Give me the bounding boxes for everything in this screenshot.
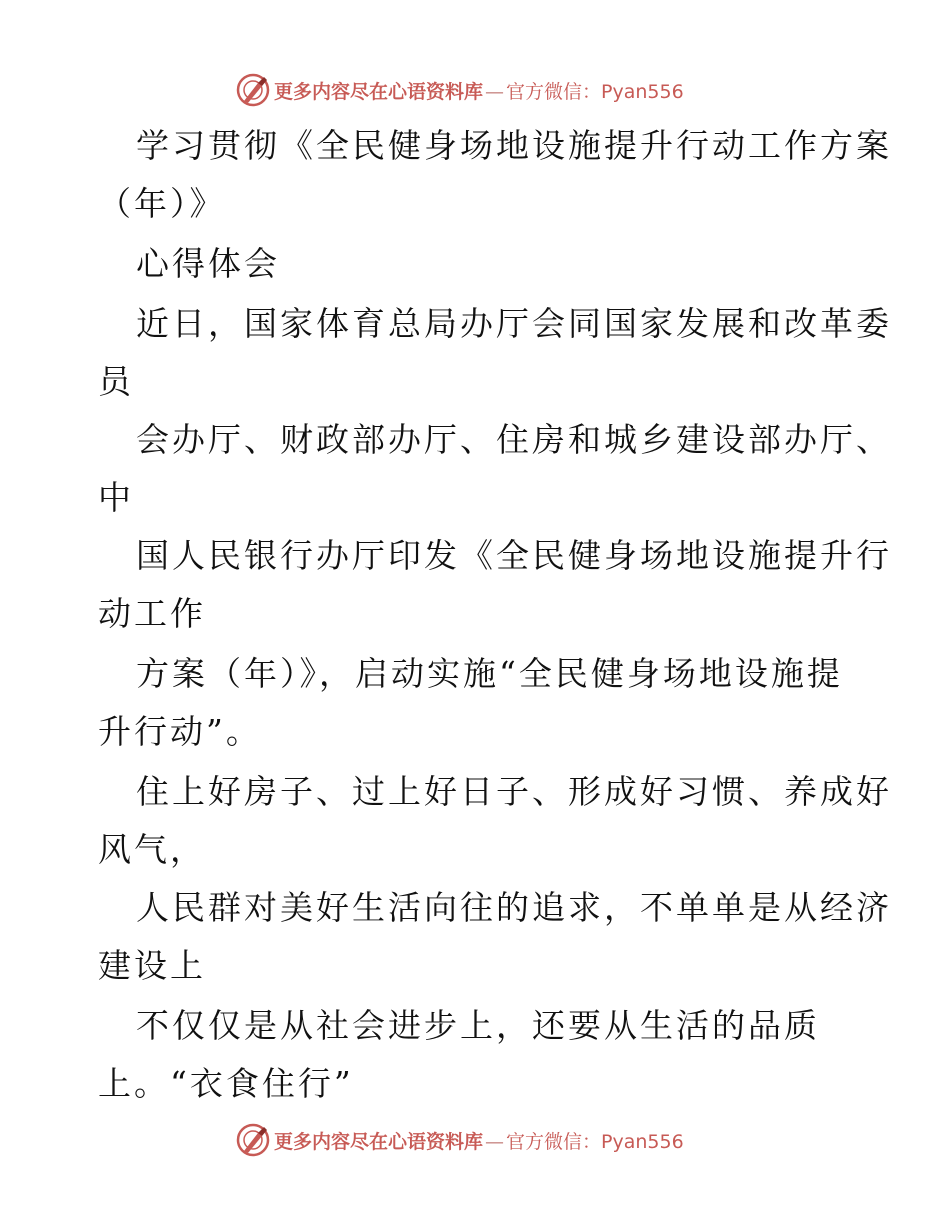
paragraph-line: 风气，	[98, 830, 206, 869]
paragraph-line: 方案（年）》，启动实施“全民健身场地设施提	[136, 654, 843, 693]
paragraph-line: 人民群对美好生活向往的追求，不单单是从经济	[136, 888, 892, 927]
paragraph-line: 上。“衣食住行”	[98, 1064, 354, 1103]
header-separator: —	[485, 80, 505, 103]
header-wechat-id: Pyan556	[601, 80, 684, 103]
paragraph-line: 近日，国家体育总局办厅会同国家发展和改革委	[136, 304, 892, 343]
footer-watermark-banner	[236, 1122, 684, 1158]
paragraph-line: 国人民银行办厅印发《全民健身场地设施提升行	[136, 536, 892, 575]
paragraph-line: 会办厅、财政部办厅、住房和城乡建设部办厅、	[136, 420, 892, 459]
paragraph-line: 不仅仅是从社会进步上，还要从生活的品质	[136, 1006, 820, 1045]
header-site-text: 更多内容尽在心语资料库	[274, 80, 484, 103]
footer-banner-text	[274, 1127, 684, 1154]
doc-title-line-1: 学习贯彻《全民健身场地设施提升行动工作方案	[136, 126, 892, 165]
footer-site-text: 更多内容尽在心语资料库	[274, 1130, 484, 1153]
footer-separator: —	[485, 1130, 505, 1153]
paragraph-line: 中	[98, 478, 134, 517]
header-watermark-banner	[236, 72, 684, 108]
pen-logo-icon	[236, 73, 270, 107]
paragraph-line: 建设上	[98, 946, 206, 985]
footer-wechat-id: Pyan556	[601, 1130, 684, 1153]
paragraph-line: 升行动”。	[98, 712, 262, 751]
pen-logo-icon	[236, 1123, 270, 1157]
paragraph-line: 住上好房子、过上好日子、形成好习惯、养成好	[136, 772, 892, 811]
doc-subtitle: 心得体会	[136, 244, 280, 283]
paragraph-line: 员	[98, 362, 134, 401]
paragraph-line: 动工作	[98, 594, 206, 633]
doc-title-line-2: （年）》	[98, 184, 226, 223]
footer-wechat-label: 官方微信：	[506, 1130, 602, 1153]
header-wechat-label: 官方微信：	[506, 80, 602, 103]
header-banner-text	[274, 77, 684, 104]
